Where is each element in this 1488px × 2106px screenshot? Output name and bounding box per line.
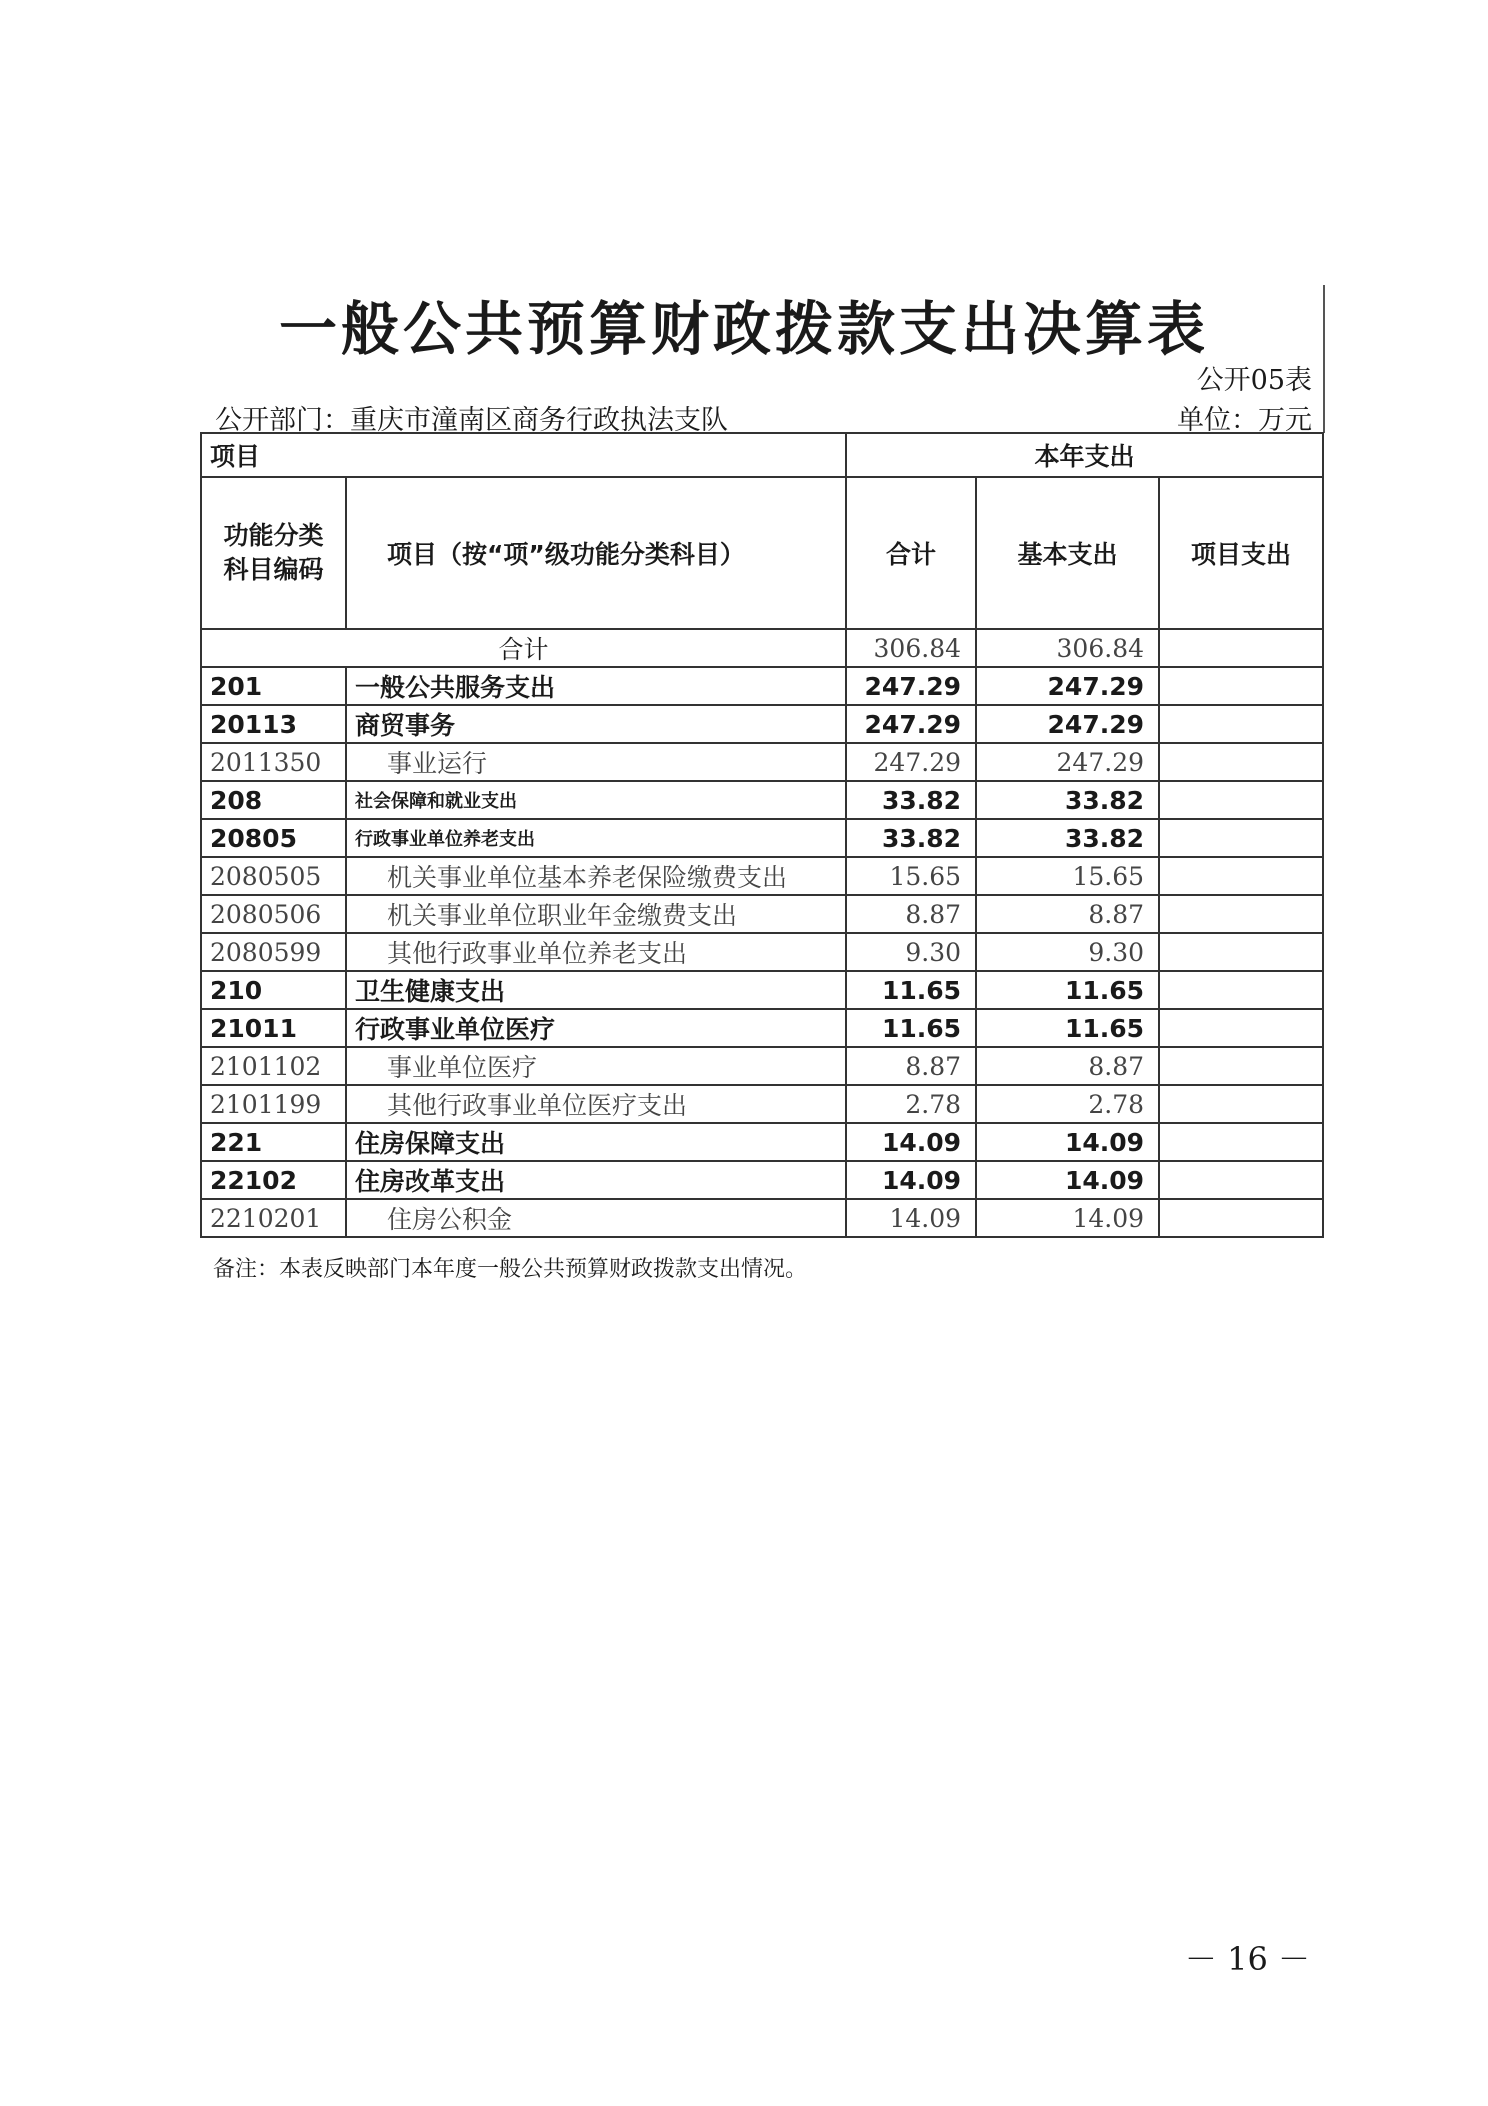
- row-project: [1159, 743, 1323, 781]
- row-name: 卫生健康支出: [346, 971, 846, 1009]
- table-row: [201, 971, 1323, 1009]
- row-name: 住房改革支出: [346, 1161, 846, 1199]
- row-name: 事业单位医疗: [346, 1047, 846, 1085]
- table-row: [201, 933, 1323, 971]
- table-note: 备注：本表反映部门本年度一般公共预算财政拨款支出情况。: [213, 1257, 808, 1282]
- unit-label: 单位：万元: [1177, 405, 1312, 436]
- table-row: [201, 857, 1323, 895]
- row-basic: 2.78: [976, 1085, 1159, 1123]
- row-code: 21011: [201, 1009, 346, 1047]
- table-row: [201, 705, 1323, 743]
- row-total: 14.09: [846, 1123, 976, 1161]
- table-number: 公开05表: [1196, 365, 1312, 396]
- row-basic: 11.65: [976, 1009, 1159, 1047]
- row-code: 20805: [201, 819, 346, 857]
- row-total: 247.29: [846, 705, 976, 743]
- row-name: 商贸事务: [346, 705, 846, 743]
- table-row: [201, 1047, 1323, 1085]
- row-project: [1159, 781, 1323, 819]
- row-name: 其他行政事业单位医疗支出: [346, 1085, 846, 1123]
- row-project: [1159, 1009, 1323, 1047]
- table-row: [201, 667, 1323, 705]
- row-project: [1159, 1199, 1323, 1237]
- page-title: 一般公共预算财政拨款支出决算表: [278, 295, 1209, 363]
- table-row: [201, 1199, 1323, 1237]
- row-name: 住房公积金: [346, 1199, 846, 1237]
- row-total: 11.65: [846, 971, 976, 1009]
- expenditure-table: [200, 432, 1324, 1238]
- row-project: [1159, 971, 1323, 1009]
- row-total: 33.82: [846, 781, 976, 819]
- table-row: [201, 1009, 1323, 1047]
- row-code: 221: [201, 1123, 346, 1161]
- row-project: [1159, 1047, 1323, 1085]
- page-number: － 16 －: [1184, 1940, 1310, 1978]
- row-code: 2101102: [201, 1047, 346, 1085]
- row-basic: 33.82: [976, 819, 1159, 857]
- department-label: 公开部门：重庆市潼南区商务行政执法支队: [215, 405, 728, 436]
- row-project: [1159, 1161, 1323, 1199]
- row-basic: 14.09: [976, 1123, 1159, 1161]
- total-row: [201, 629, 1323, 667]
- table-row: [201, 1123, 1323, 1161]
- table-row: [201, 895, 1323, 933]
- row-code: 2080506: [201, 895, 346, 933]
- row-name: 一般公共服务支出: [346, 667, 846, 705]
- row-basic: 8.87: [976, 1047, 1159, 1085]
- row-total: 8.87: [846, 1047, 976, 1085]
- row-code: 208: [201, 781, 346, 819]
- row-name: 机关事业单位基本养老保险缴费支出: [346, 857, 846, 895]
- row-project: [1159, 933, 1323, 971]
- row-code: 2080505: [201, 857, 346, 895]
- row-total: 33.82: [846, 819, 976, 857]
- row-total: 11.65: [846, 1009, 976, 1047]
- header-row-columns: [201, 477, 1323, 629]
- header-name: 项目（按“项”级功能分类科目）: [346, 477, 846, 629]
- row-total: 247.29: [846, 667, 976, 705]
- row-project: [1159, 857, 1323, 895]
- header-row-top: [201, 433, 1323, 477]
- row-name: 事业运行: [346, 743, 846, 781]
- row-total: 14.09: [846, 1161, 976, 1199]
- header-project: 项目支出: [1159, 477, 1323, 629]
- row-name: 行政事业单位医疗: [346, 1009, 846, 1047]
- table-row: [201, 781, 1323, 819]
- total-basic: 306.84: [976, 629, 1159, 667]
- row-code: 2210201: [201, 1199, 346, 1237]
- row-basic: 14.09: [976, 1161, 1159, 1199]
- row-code: 20113: [201, 705, 346, 743]
- row-basic: 9.30: [976, 933, 1159, 971]
- table-row: [201, 1085, 1323, 1123]
- row-basic: 8.87: [976, 895, 1159, 933]
- row-name: 住房保障支出: [346, 1123, 846, 1161]
- row-basic: 14.09: [976, 1199, 1159, 1237]
- row-name: 机关事业单位职业年金缴费支出: [346, 895, 846, 933]
- row-name: 社会保障和就业支出: [346, 781, 846, 819]
- row-project: [1159, 895, 1323, 933]
- row-total: 9.30: [846, 933, 976, 971]
- header-item: 项目: [201, 433, 846, 477]
- total-total: 306.84: [846, 629, 976, 667]
- table-row: [201, 819, 1323, 857]
- table-row: [201, 743, 1323, 781]
- row-code: 22102: [201, 1161, 346, 1199]
- row-name: 行政事业单位养老支出: [346, 819, 846, 857]
- row-project: [1159, 667, 1323, 705]
- row-code: 210: [201, 971, 346, 1009]
- row-basic: 15.65: [976, 857, 1159, 895]
- row-basic: 247.29: [976, 667, 1159, 705]
- row-basic: 247.29: [976, 743, 1159, 781]
- row-total: 8.87: [846, 895, 976, 933]
- row-basic: 11.65: [976, 971, 1159, 1009]
- row-total: 247.29: [846, 743, 976, 781]
- header-total: 合计: [846, 477, 976, 629]
- row-project: [1159, 1123, 1323, 1161]
- row-total: 2.78: [846, 1085, 976, 1123]
- row-total: 14.09: [846, 1199, 976, 1237]
- row-project: [1159, 1085, 1323, 1123]
- header-basic: 基本支出: [976, 477, 1159, 629]
- row-name: 其他行政事业单位养老支出: [346, 933, 846, 971]
- header-code: 功能分类科目编码: [201, 477, 346, 629]
- row-code: 2080599: [201, 933, 346, 971]
- row-total: 15.65: [846, 857, 976, 895]
- row-project: [1159, 819, 1323, 857]
- table-row: [201, 1161, 1323, 1199]
- total-project: [1159, 629, 1323, 667]
- row-basic: 33.82: [976, 781, 1159, 819]
- row-project: [1159, 705, 1323, 743]
- header-current-year: 本年支出: [846, 433, 1323, 477]
- row-code: 2101199: [201, 1085, 346, 1123]
- total-label: 合计: [201, 629, 846, 667]
- row-basic: 247.29: [976, 705, 1159, 743]
- row-code: 2011350: [201, 743, 346, 781]
- row-code: 201: [201, 667, 346, 705]
